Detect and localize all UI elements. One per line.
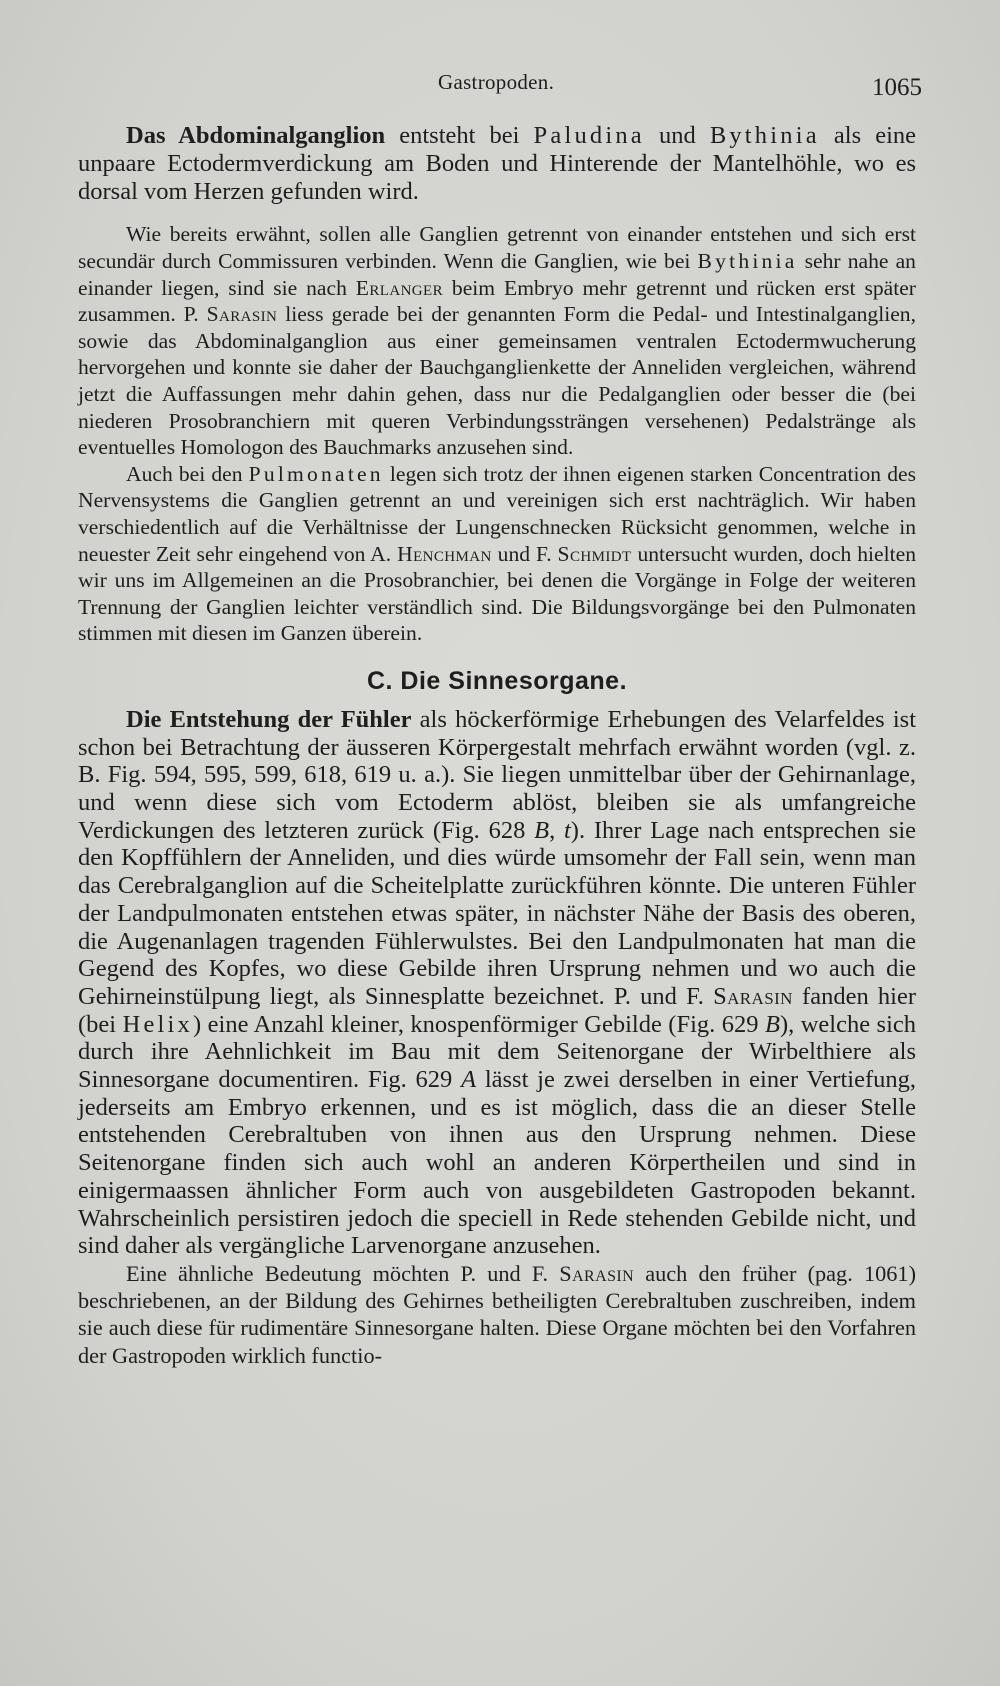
section-heading: C. Die Sinnesorgane.	[366, 666, 628, 695]
text-run: als höckerförmige Erhebungen des Velarfeldes ist schon bei Betrachtung der äusseren Körpergestalt mehrfach erwähnt worden (vgl. z. B. Fig. 594, 595, 599, 618, 619 u. a.). Sie liegen unmittelbar über der Gehirnanlage, und wenn diese sich vom Ectoderm ablöst, bleiben sie als umfangreiche Verdickungen des letzteren zurück (Fig. 628	[78, 705, 916, 844]
author-name: Henchman	[397, 541, 492, 566]
paragraph-ganglien	[78, 221, 916, 460]
taxon-name: Helix	[122, 1010, 194, 1038]
lead-term: Das Abdominalganglion	[126, 122, 386, 149]
page-body	[78, 122, 916, 1369]
running-head: Gastropoden.	[438, 70, 555, 94]
text-run: Wie bereits erwähnt, sollen alle Ganglien getrennt von einander entstehen und sich erst secundär durch Commissuren verbinden. Wenn die Ganglien, wie bei	[78, 222, 916, 273]
text-run: und F.	[491, 541, 558, 566]
paragraph-fuehler	[78, 706, 916, 1260]
text-run: ) eine Anzahl kleiner, knospenförmiger Gebilde (Fig. 629	[193, 1010, 765, 1038]
author-name: Sarasin	[206, 302, 278, 327]
text-run: sehr nahe an einander liegen, sind sie nach	[78, 248, 916, 300]
text-run: ). Ihrer Lage nach entsprechen sie den Kopffühlern der Anneliden, und dies würde umsomehr der Fall sein, wenn man das Cerebralganglion auf die Scheitelplatte zurückführen könnte. Die unteren Fühler der Landpulmonaten entstehen etwas später, in nächster Nähe der Basis des oberen, die Augenanlagen tragenden Fühlerwulstes. Bei den Landpulmonaten hat man die Gegend des Kopfes, wo diese Gebilde ihren Ursprung nehmen und wo auch die Gehirneinstülpung liegt, als Sinnesplatte bezeichnet. P. und F.	[78, 816, 916, 1010]
taxon-name: Bythinia	[697, 248, 798, 273]
figure-ref: B	[534, 816, 550, 844]
page-header	[0, 70, 1000, 110]
author-name: Sarasin	[713, 982, 793, 1010]
text-run: lässt je zwei derselben in einer Vertiefung, jederseits am Embryo erkennen, und es ist möglich, dass die an dieser Stelle entstehenden Cerebraltuben von ihnen aus den Ursprung nehmen. Diese Seitenorgane finden sich auch wohl an anderen Körpertheilen und sind in einigermaassen ähnlicher Form auch von ausgebildeten Gastropoden bekannt. Wahrscheinlich persistiren jedoch die speciell in Rede stehenden Gebilde nicht, und sind daher als vergängliche Larvenorgane anzusehen.	[78, 1066, 916, 1260]
text-run: untersucht wurden, doch hielten wir uns im Allgemeinen an die Prosobranchier, bei denen die Vorgänge in Folge der weiteren Trennung der Ganglien leichter verständlich sind. Die Bildungsvorgänge bei den Pulmonaten stimmen mit diesen im Ganzen überein.	[78, 541, 917, 646]
text-run: als eine unpaare Ectodermverdickung am Boden und Hinterende der Mantelhöhle, wo es dorsal vom Herzen gefunden wird.	[78, 122, 916, 205]
text-run: ,	[549, 816, 564, 844]
figure-ref: B	[764, 1010, 780, 1038]
paragraph-pulmonaten	[78, 461, 916, 647]
text-run: auch den früher (pag. 1061) beschriebenen, an der Bildung des Gehirnes betheiligten Cerebraltuben zuschreiben, indem sie auch diese für rudimentäre Sinnesorgane halten. Diese Organe möchten bei den Vorfahren der Gastropoden wirklich functio-	[78, 1260, 916, 1368]
text-run: entsteht bei	[385, 122, 534, 149]
figure-ref: A	[461, 1066, 477, 1094]
text-run: Eine ähnliche Bedeutung möchten P. und F.	[126, 1260, 560, 1286]
author-name: Sarasin	[559, 1260, 635, 1286]
taxon-name: Pulmonaten	[248, 461, 384, 486]
figure-ref: t	[563, 816, 571, 844]
lead-term: Die Entstehung der Fühler	[126, 705, 412, 733]
author-name: Schmidt	[557, 541, 632, 566]
text-run: legen sich trotz der ihnen eigenen starken Concentration des Nervensystems die Ganglien getrennt an und vereinigen sich erst nachträglich. Wir haben verschiedentlich auf die Verhältnisse der Lungenschnecken Rücksicht genommen, welche in neuester Zeit sehr eingehend von A.	[78, 461, 916, 566]
paragraph-abdominalganglion	[78, 122, 916, 205]
text-run: fanden hier (bei	[78, 982, 916, 1038]
taxon-name: Bythinia	[709, 122, 820, 149]
text-run: Auch bei den	[126, 461, 249, 486]
page-number: 1065	[872, 74, 922, 101]
text-run: ), welche sich durch ihre Aehnlichkeit im Bau mit dem Seitenorgane der Wirbelthiere als Sinnesorgane documentiren. Fig. 629	[78, 1010, 917, 1094]
author-name: Erlanger	[355, 275, 444, 300]
text-run: beim Embryo mehr getrennt und rücken erst später zusammen. P.	[78, 275, 917, 327]
text-run: liess gerade bei der genannten Form die Pedal- und Intestinalganglien, sowie das Abdominalganglion aus einer gemeinsamen ventralen Ectodermwucherung hervorgehen und konnte sie daher der Bauchganglienkette der Anneliden vergleichen, während jetzt die Auffassungen mehr dahin gehen, dass nur die Pedalganglien oder besser die (bei niederen Prosobranchiern mit queren Verbindungssträngen versehenen) Pedalstränge als eventuelles Homologon des Bauchmarks anzusehen sind.	[78, 302, 916, 460]
text-run: und	[644, 122, 710, 149]
paragraph-cerebraltuben	[78, 1260, 916, 1369]
taxon-name: Paludina	[533, 122, 645, 149]
